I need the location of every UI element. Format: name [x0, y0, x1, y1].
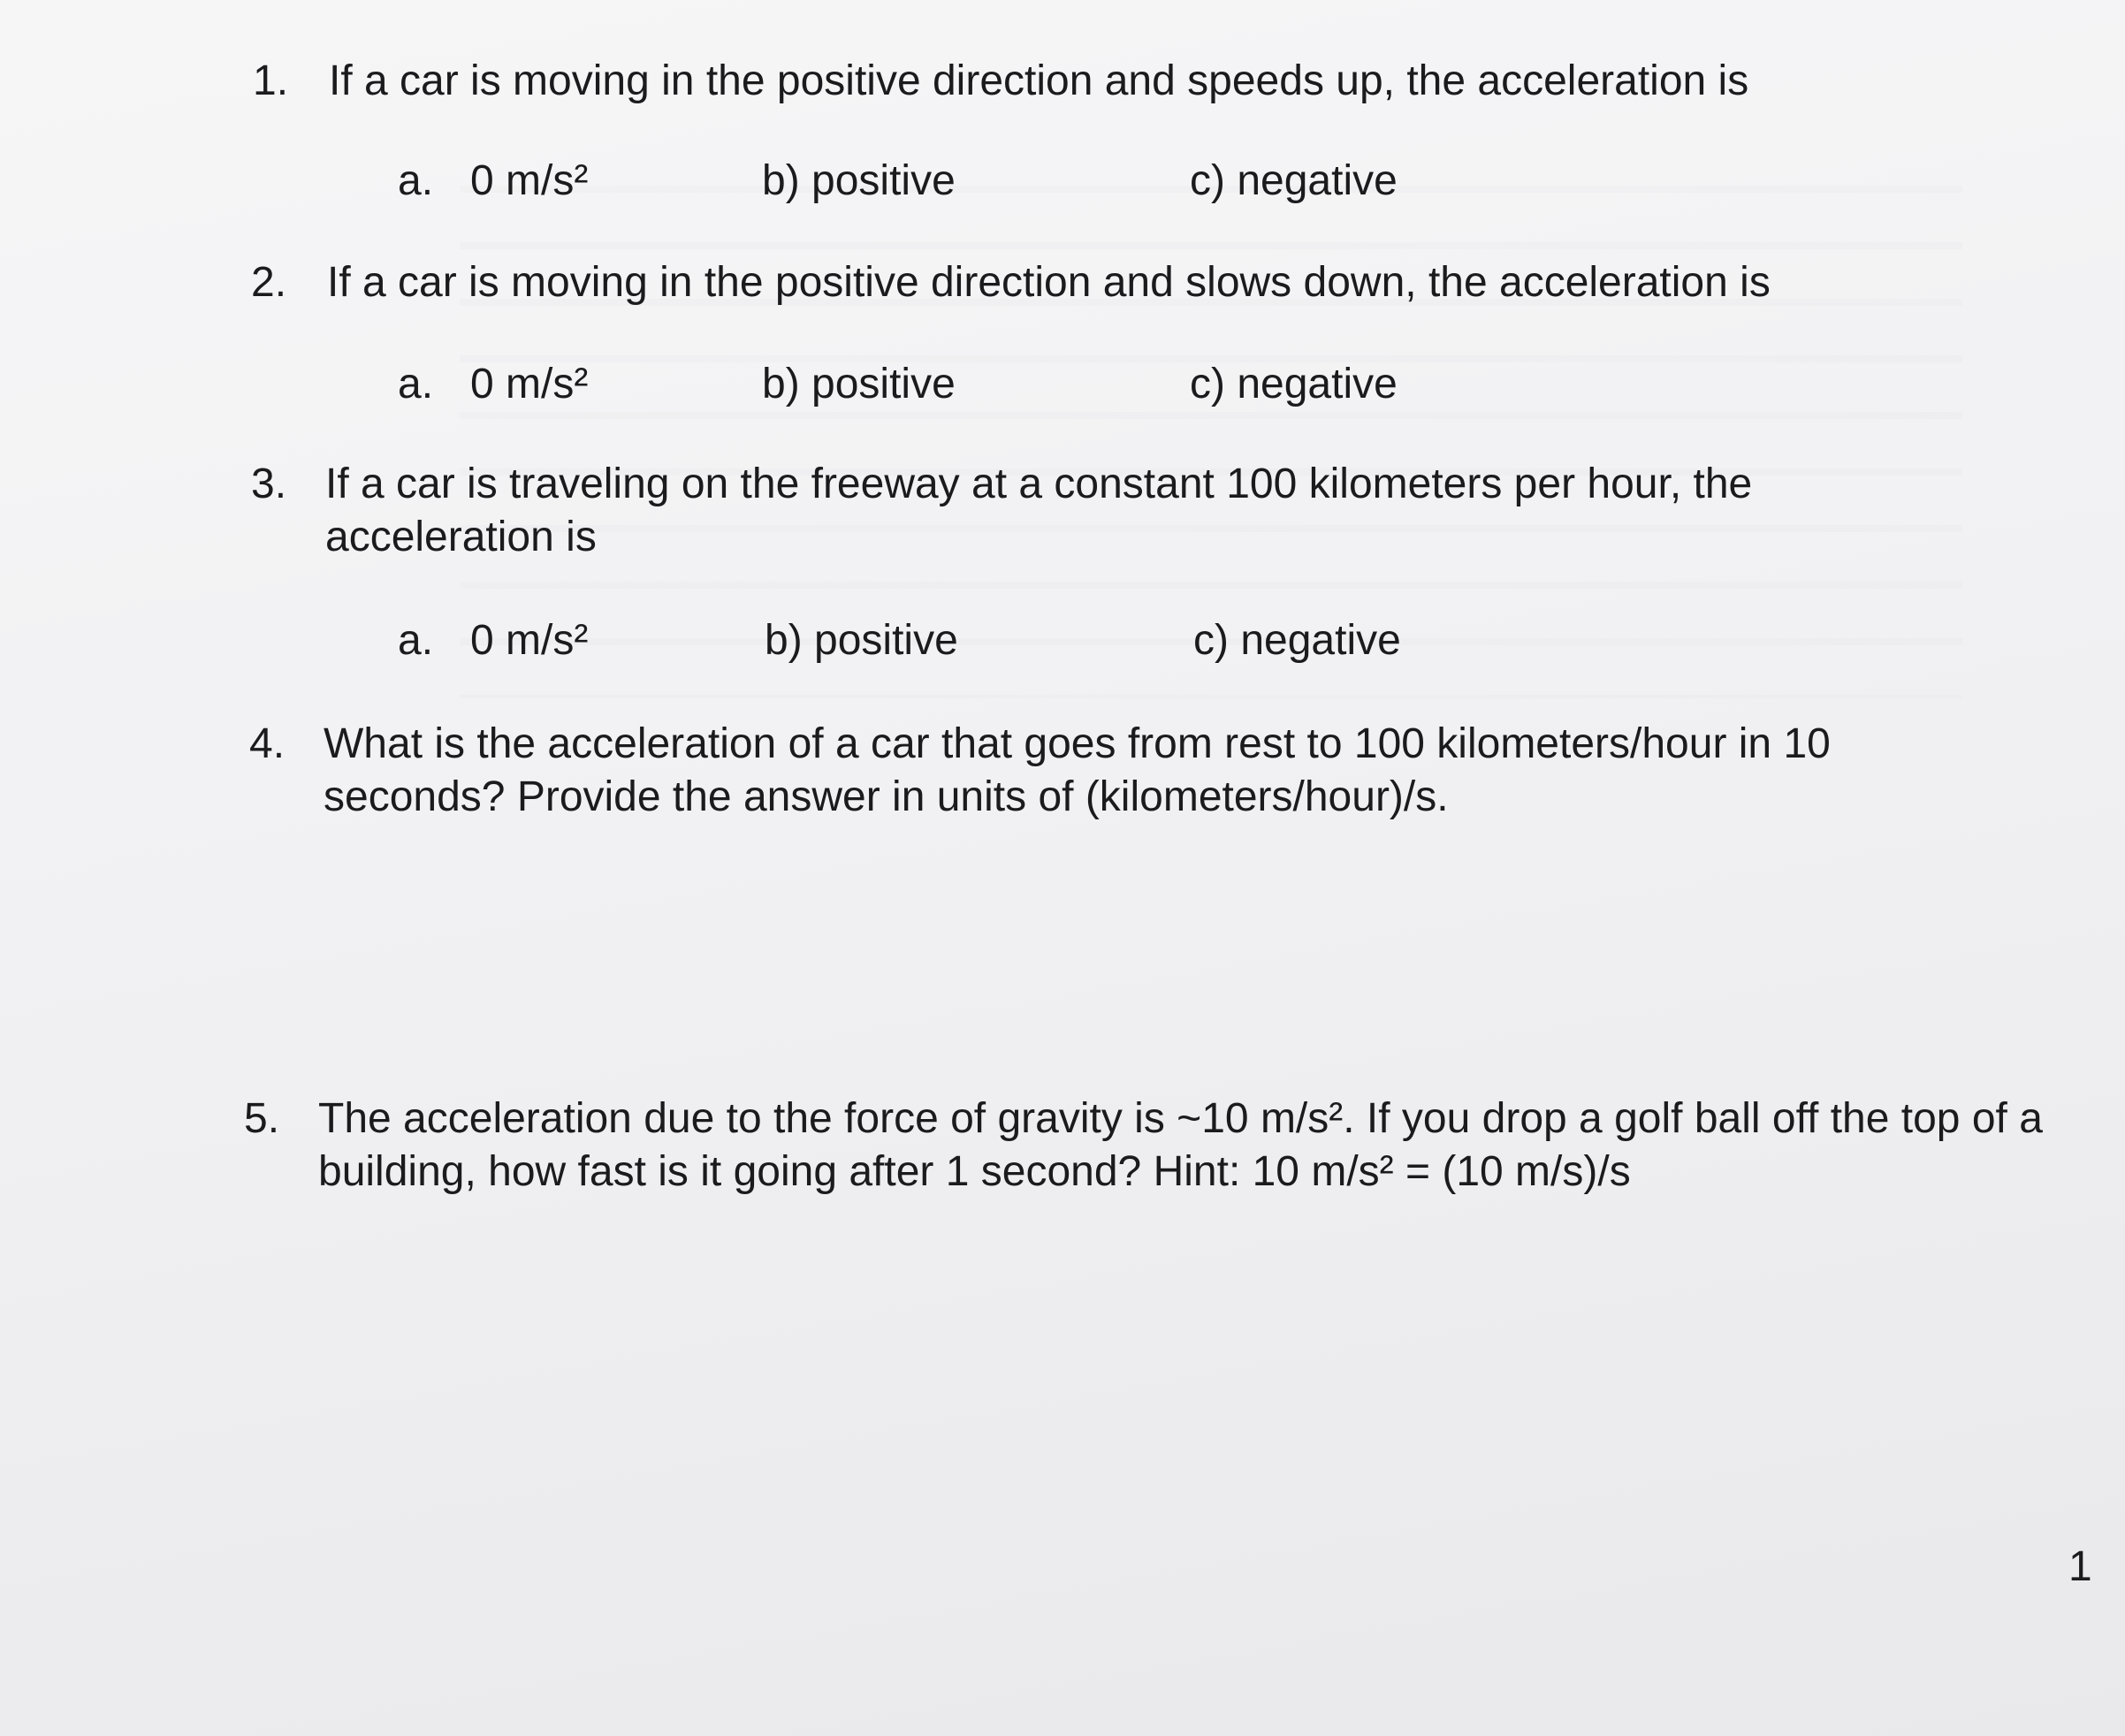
question-number: 3.: [251, 461, 287, 507]
question-text: If a car is moving in the positive direction and speeds up, the acceleration is: [329, 57, 1749, 104]
page-number: 1: [2068, 1543, 2092, 1590]
choice-a[interactable]: 0 m/s²: [470, 157, 589, 204]
question-text: The acceleration due to the force of gravity is ~10 m/s². If you drop a golf ball off the top of a building, how fast is it going after 1 second? Hint: 10 m/s² = (10 m/s)/s: [318, 1095, 2043, 1195]
choice-a-label: a.: [398, 157, 434, 204]
choice-a-label: a.: [398, 361, 434, 407]
choice-b[interactable]: b) positive: [765, 617, 958, 664]
question-1: [253, 55, 1844, 108]
question-2-choices: [398, 358, 1459, 411]
question-text: What is the acceleration of a car that goes from rest to 100 kilometers/hour in 10 seconds? Provide the answer in units of (kilometers/hour)/s.: [324, 720, 1831, 820]
choice-a[interactable]: 0 m/s²: [470, 361, 589, 407]
choice-a[interactable]: 0 m/s²: [470, 617, 589, 664]
question-text: If a car is moving in the positive direction and slows down, the acceleration is: [327, 259, 1771, 306]
choice-c[interactable]: c) negative: [1190, 361, 1398, 407]
choice-c[interactable]: c) negative: [1190, 157, 1398, 204]
question-number: 1.: [253, 57, 289, 104]
question-4: [249, 718, 1911, 824]
choice-b[interactable]: b) positive: [762, 157, 956, 204]
choice-b[interactable]: b) positive: [762, 361, 956, 407]
question-number: 5.: [244, 1095, 280, 1142]
question-3-choices: [398, 614, 1459, 667]
question-2: [251, 256, 1886, 309]
question-number: 2.: [251, 259, 287, 306]
choice-a-label: a.: [398, 617, 434, 664]
question-number: 4.: [249, 720, 286, 767]
question-3: [251, 458, 1931, 564]
question-1-choices: [398, 155, 1459, 208]
choice-c[interactable]: c) negative: [1193, 617, 1401, 664]
question-5: [244, 1093, 2083, 1199]
question-text: If a car is traveling on the freeway at a constant 100 kilometers per hour, the acceleration is: [325, 461, 1753, 560]
